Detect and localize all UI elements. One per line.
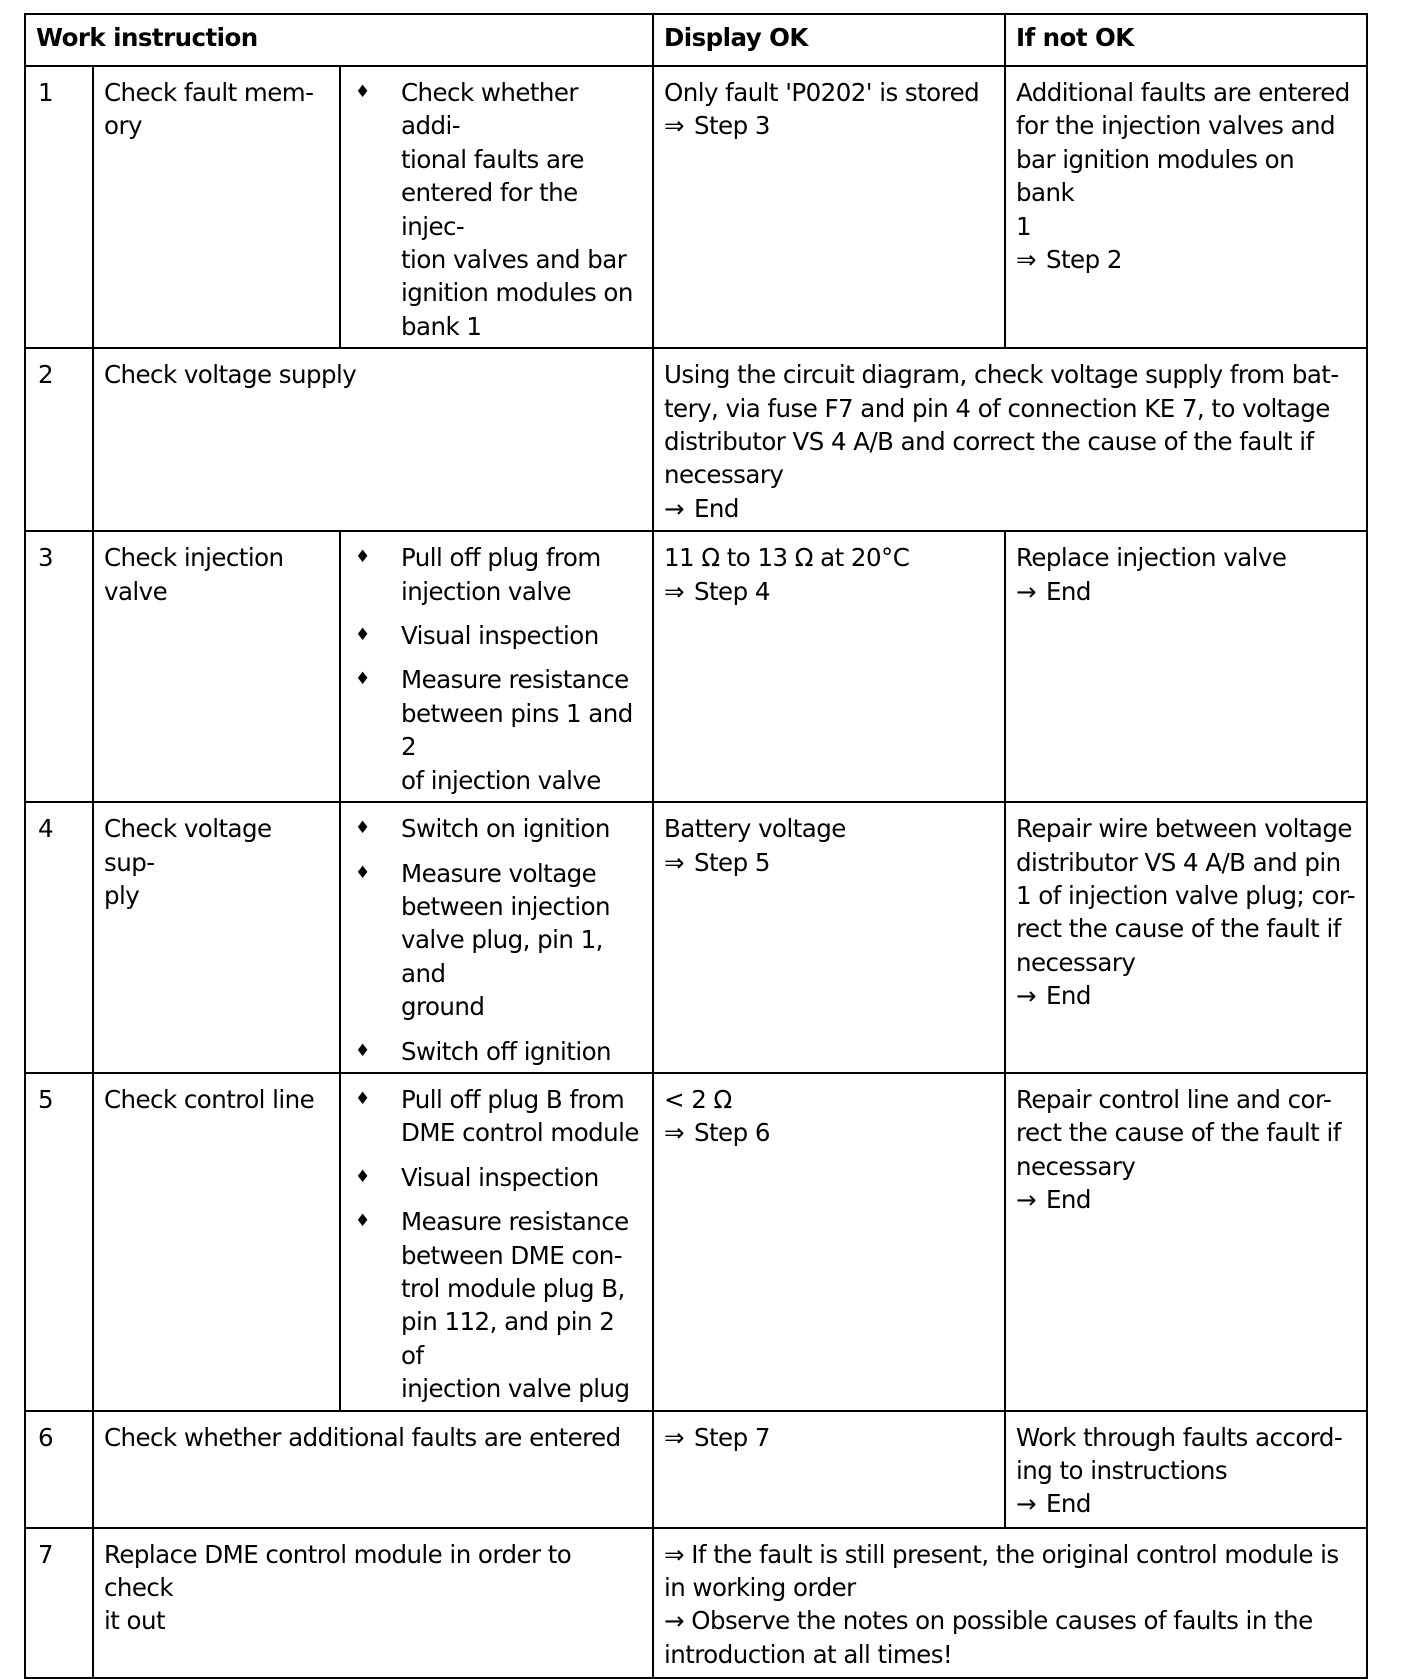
ok-next: Step 5 (694, 847, 770, 877)
list-item (351, 619, 642, 652)
table-row (25, 1411, 1367, 1528)
action-text: Measure resistance between DME con- trol module plug B, pin 112, and pin 2 of injection valve plug (401, 1207, 630, 1404)
step-actions (340, 802, 653, 1073)
table-row (25, 66, 1367, 348)
list-item (351, 1205, 642, 1405)
diamond-bullet-icon: ♦ (355, 625, 370, 646)
step-task: Check voltage supply (93, 348, 653, 531)
action-text: Visual inspection (401, 1162, 599, 1192)
step-number: 5 (25, 1073, 93, 1411)
arrow-right-icon: → (1016, 1489, 1036, 1519)
ok-text: Only fault 'P0202' is stored (664, 78, 980, 107)
not-ok-next: End (1046, 576, 1091, 606)
ok-text: Using the circuit diagram, check voltage supply from bat- tery, via fuse F7 and pin 4 of connection KE 7, to voltage distributor VS 4 A/B and correct the cause of the fault if necessary (664, 360, 1339, 490)
header-display-ok: Display OK (653, 14, 1005, 66)
table-header-row (25, 14, 1367, 66)
table-row (25, 1073, 1367, 1411)
ok-next: Step 4 (694, 576, 770, 606)
header-if-not-ok: If not OK (1005, 14, 1367, 66)
double-arrow-icon: ⇒ (664, 576, 684, 606)
table-row (25, 802, 1367, 1073)
ok-text: < 2 Ω (664, 1084, 732, 1114)
not-ok-next: End (1046, 981, 1091, 1011)
list-item (351, 857, 642, 1024)
double-arrow-icon: ⇒ (664, 1539, 684, 1569)
ok-next: Step 7 (694, 1422, 770, 1452)
display-ok-cell (653, 348, 1367, 531)
display-ok-cell (653, 802, 1005, 1073)
double-arrow-icon: ⇒ (664, 847, 684, 877)
step-number: 7 (25, 1528, 93, 1678)
display-ok-cell (653, 66, 1005, 348)
display-ok-cell (653, 1073, 1005, 1411)
action-text: Measure voltage between injection valve plug, pin 1, and ground (401, 858, 610, 1022)
step-task: Check fault mem- ory (93, 66, 340, 348)
step-task: Check control line (93, 1073, 340, 1411)
work-instruction-table (24, 13, 1368, 1679)
diamond-bullet-icon: ♦ (355, 82, 370, 102)
not-ok-next: End (1046, 1185, 1091, 1215)
if-not-ok-cell (1005, 802, 1367, 1073)
if-not-ok-cell (1005, 1411, 1367, 1528)
not-ok-text: Work through faults accord- ing to instructions (1016, 1422, 1343, 1485)
action-text: Switch on ignition (401, 814, 610, 844)
step-task: Replace DME control module in order to check it out (93, 1528, 653, 1678)
ok-text-2: → Observe the notes on possible causes of faults in the introduction at all times! (664, 1606, 1313, 1669)
step-actions (340, 66, 653, 348)
if-not-ok-cell (1005, 531, 1367, 802)
diamond-bullet-icon: ♦ (355, 862, 370, 883)
ok-next: Step 6 (694, 1118, 770, 1148)
step-actions (340, 531, 653, 802)
list-item (351, 1035, 642, 1068)
action-text: Switch off ignition (401, 1036, 611, 1066)
if-not-ok-cell (1005, 1073, 1367, 1411)
double-arrow-icon: ⇒ (664, 1118, 684, 1148)
action-text: Pull off plug B from DME control module (401, 1084, 639, 1148)
ok-text: Battery voltage (664, 814, 846, 844)
display-ok-cell (653, 531, 1005, 802)
step-number: 4 (25, 802, 93, 1073)
action-text: Check whether addi- tional faults are entered for the injec- tion valves and bar ignition modules on bank 1 (401, 78, 633, 341)
step-number: 3 (25, 531, 93, 802)
list-item (351, 663, 642, 797)
action-text: Visual inspection (401, 621, 599, 651)
table-row (25, 531, 1367, 802)
arrow-right-icon: → (1016, 1185, 1036, 1215)
diamond-bullet-icon: ♦ (355, 818, 370, 839)
not-ok-next: Step 2 (1046, 245, 1122, 275)
not-ok-text: Repair control line and cor- rect the cause of the fault if necessary (1016, 1084, 1341, 1181)
list-item (351, 76, 642, 343)
if-not-ok-cell (1005, 66, 1367, 348)
not-ok-text: Additional faults are entered for the injection valves and bar ignition modules on bank 1 (1016, 78, 1350, 241)
not-ok-next: End (1046, 1489, 1091, 1519)
arrow-right-icon: → (1016, 981, 1036, 1011)
ok-next: Step 3 (694, 111, 770, 141)
diamond-bullet-icon: ♦ (355, 547, 370, 568)
table-row (25, 1528, 1367, 1678)
display-ok-cell (653, 1528, 1367, 1678)
step-number: 6 (25, 1411, 93, 1528)
table-row (25, 348, 1367, 531)
diamond-bullet-icon: ♦ (355, 1211, 370, 1232)
diamond-bullet-icon: ♦ (355, 1166, 370, 1187)
diamond-bullet-icon: ♦ (355, 1088, 370, 1109)
step-task: Check injection valve (93, 531, 340, 802)
display-ok-cell (653, 1411, 1005, 1528)
step-number: 1 (25, 66, 93, 348)
step-task: Check whether additional faults are entered (93, 1411, 653, 1528)
step-number: 2 (25, 348, 93, 531)
diamond-bullet-icon: ♦ (355, 1040, 370, 1061)
arrow-right-icon: → (1016, 576, 1036, 606)
action-text: Measure resistance between pins 1 and 2 of injection valve (401, 665, 633, 795)
list-item (351, 1161, 642, 1194)
not-ok-text: Replace injection valve (1016, 543, 1287, 573)
not-ok-text: Repair wire between voltage distributor VS 4 A/B and pin 1 of injection valve plug; cor- rect the cause of the fault if necessary (1016, 814, 1356, 977)
double-arrow-icon: ⇒ (1016, 245, 1036, 275)
diamond-bullet-icon: ♦ (355, 669, 370, 690)
header-work-instruction: Work instruction (25, 14, 653, 66)
ok-text: 11 Ω to 13 Ω at 20°C (664, 543, 910, 573)
action-text: Pull off plug from injection valve (401, 543, 601, 606)
arrow-right-icon: → (664, 493, 684, 523)
list-item (351, 541, 642, 608)
double-arrow-icon: ⇒ (664, 1422, 684, 1452)
step-task: Check voltage sup- ply (93, 802, 340, 1073)
list-item (351, 812, 642, 845)
step-actions (340, 1073, 653, 1411)
list-item (351, 1083, 642, 1150)
arrow-right-icon: → (664, 1606, 684, 1636)
ok-next: End (694, 493, 739, 523)
double-arrow-icon: ⇒ (664, 111, 684, 141)
ok-text: ⇒ If the fault is still present, the original control module is in working order (664, 1539, 1339, 1602)
